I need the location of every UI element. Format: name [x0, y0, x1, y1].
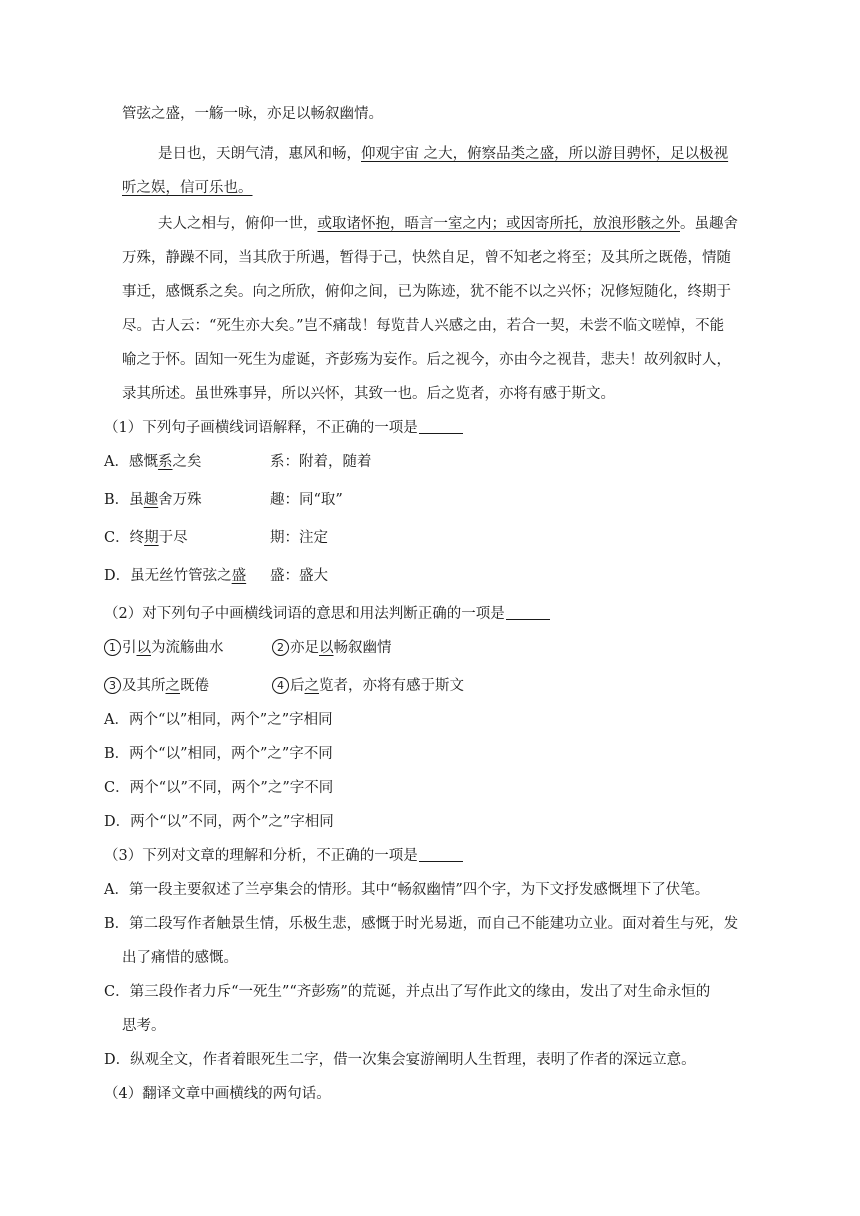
q3-option-d: D．纵观全文，作者着眼死生二字，借一次集会宴游阐明人生哲理，表明了作者的深远立意。: [104, 1052, 696, 1068]
q3-option-c-line-2: 思考。: [122, 1018, 166, 1034]
q2-option-b: B．两个“以”相同，两个”之”字不同: [104, 746, 333, 762]
q1-option-c: C．终期于尽 期：注定: [104, 530, 328, 546]
question-4-stem: （4）翻译文章中画横线的两句话。: [104, 1086, 331, 1102]
q3-option-c-line-1: C．第三段作者力斥“一死生”“齐彭殇”的荒诞，并点出了写作此文的缘由，发出了对生命永恒的: [104, 984, 711, 1000]
q1-option-d: D．虽无丝竹管弦之盛 盛：盛大: [104, 568, 328, 584]
underlined-sentence-2: 或取诸怀抱，晤言一室之内；或因寄所托，放浪形骸之外: [317, 216, 680, 232]
passage-paragraph-3-line-4: 尽。古人云：“死生亦大矣。”岂不痛哉！每览昔人兴感之由，若合一契，未尝不临文嗟悼，不能: [122, 318, 725, 334]
passage-paragraph-3-line-3: 事迁，感慨系之矣。向之所欣，俯仰之间，已为陈迹，犹不能不以之兴怀；况修短随化，终期于: [122, 284, 731, 300]
passage-paragraph-3-line-1: 夫人之相与，俯仰一世，或取诸怀抱，晤言一室之内；或因寄所托，放浪形骸之外。虽趣舍: [158, 216, 738, 232]
q3-option-b-line-2: 出了痛惜的感慨。: [122, 950, 238, 966]
q2-item-4: 4 后之览者，亦将有感于斯文: [272, 676, 464, 696]
q2-option-d: D．两个“以”不同，两个”之”字相同: [104, 814, 334, 830]
q2-option-c: C．两个“以”不同，两个”之”字不同: [104, 780, 334, 796]
question-3-stem: （3）下列对文章的理解和分析，不正确的一项是: [104, 846, 463, 866]
q1-option-a: A．感慨系之矣 系：附着，随着: [104, 454, 372, 470]
q1-option-b: B．虽趣舍万殊 趣：同“取”: [104, 492, 343, 508]
q2-item-2: 2 亦足以畅叙幽情: [272, 638, 392, 658]
underlined-sentence-1: 仰观宇宙 之大，俯察品类之盛，所以游目骋怀，足以极视: [361, 146, 729, 162]
answer-blank: [419, 419, 463, 434]
answer-blank: [506, 605, 550, 620]
passage-paragraph-2-line-2: [122, 178, 253, 198]
q2-item-3: 3 及其所之既倦: [104, 676, 209, 696]
q2-item-1: 1 引以为流觞曲水: [104, 638, 224, 658]
q3-option-a: A．第一段主要叙述了兰亭集会的情形。其中“畅叙幽情”四个字，为下文抒发感慨埋下了伏笔。: [104, 882, 710, 898]
passage-line: 管弦之盛，一觞一咏，亦足以畅叙幽情。: [122, 106, 383, 122]
passage-paragraph-3-line-6: 录其所述。虽世殊事异，所以兴怀，其致一也。后之览者，亦将有感于斯文。: [122, 386, 615, 402]
question-2-stem: （2）对下列句子中画横线词语的意思和用法判断正确的一项是: [104, 604, 550, 624]
q3-option-b-line-1: B．第二段写作者触景生情，乐极生悲，感慨于时光易逝，而自己不能建功立业。面对着生与死，发: [104, 916, 739, 932]
passage-paragraph-3-line-5: 喻之于怀。固知一死生为虚诞，齐彭殇为妄作。后之视今，亦由今之视昔，悲夫！故列叙时人，: [122, 352, 731, 368]
question-1-stem: （1）下列句子画横线词语解释，不正确的一项是: [104, 418, 463, 438]
passage-paragraph-2-line-1: 是日也，天朗气清，惠风和畅，仰观宇宙 之大，俯察品类之盛，所以游目骋怀，足以极视: [158, 146, 729, 162]
underlined-sentence-1-cont: 听之娱，信可乐也。: [122, 180, 253, 196]
answer-blank: [419, 847, 463, 862]
q2-option-a: A．两个“以”相同，两个”之”字相同: [104, 712, 333, 728]
passage-paragraph-3-line-2: 万殊，静躁不同，当其欣于所遇，暂得于己，快然自足，曾不知老之将至；及其所之既倦，情随: [122, 250, 731, 266]
